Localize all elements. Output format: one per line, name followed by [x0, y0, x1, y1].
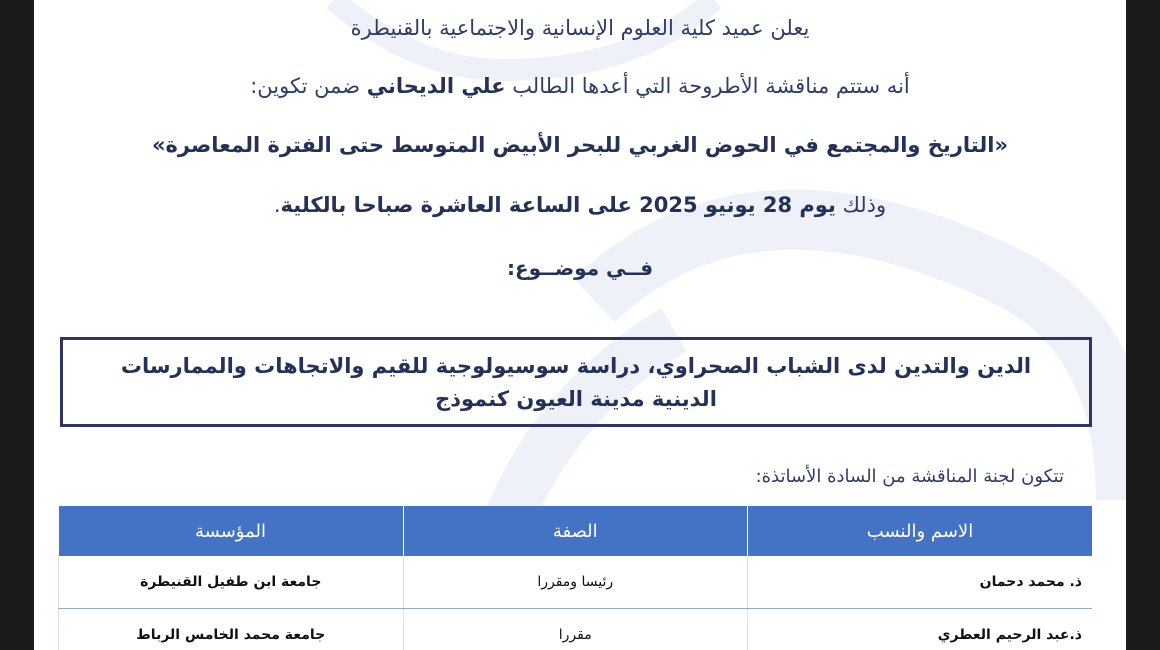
topic-line-1: الدين والتدين لدى الشباب الصحراوي، دراسة سوسيولوجية للقيم والاتجاهات والممارسات — [120, 354, 1032, 378]
header-name: الاسم والنسب — [748, 506, 1093, 556]
document-page — [34, 0, 1126, 650]
committee-intro: تتكون لجنة المناقشة من السادة الأساتذة: — [755, 466, 1064, 487]
line2-prefix: أنه ستتم مناقشة الأطروحة التي أعدها الطالب — [512, 74, 910, 98]
cell-name: ذ.عبد الرحيم العطري — [748, 609, 1093, 650]
announcement-line-1: يعلن عميد كلية العلوم الإنسانية والاجتماعية بالقنيطرة — [350, 16, 810, 40]
table-header-row — [59, 506, 1093, 556]
header-role: الصفة — [403, 506, 748, 556]
header-institution: المؤسسة — [59, 506, 404, 556]
student-name: علي الديحاني — [366, 74, 506, 98]
topic-line-2: الدينية مدينة العيون كنموذج — [435, 387, 717, 411]
date-details: يوم 28 يونيو 2025 على الساعة العاشرة صباحا بالكلية — [280, 193, 836, 217]
subject-heading: فــي موضــوع: — [506, 256, 654, 280]
date-prefix: وذلك — [842, 193, 887, 217]
announcement-line-2 — [34, 74, 1126, 98]
line2-suffix: ضمن تكوين: — [250, 74, 361, 98]
thesis-topic-box — [60, 337, 1092, 427]
jury-table — [58, 506, 1092, 650]
cell-institution: جامعة ابن طفيل القنيطرة — [59, 556, 404, 609]
cell-institution: جامعة محمد الخامس الرباط — [59, 609, 404, 650]
table-row — [59, 556, 1093, 609]
date-line — [34, 193, 1126, 217]
date-suffix: . — [273, 193, 281, 217]
cell-role: رئيسا ومقررا — [403, 556, 748, 609]
table-row — [59, 609, 1093, 650]
program-title: «التاريخ والمجتمع في الحوض الغربي للبحر الأبيض المتوسط حتى الفترة المعاصرة» — [151, 133, 1009, 157]
cell-name: ذ. محمد دحمان — [748, 556, 1093, 609]
cell-role: مقررا — [403, 609, 748, 650]
